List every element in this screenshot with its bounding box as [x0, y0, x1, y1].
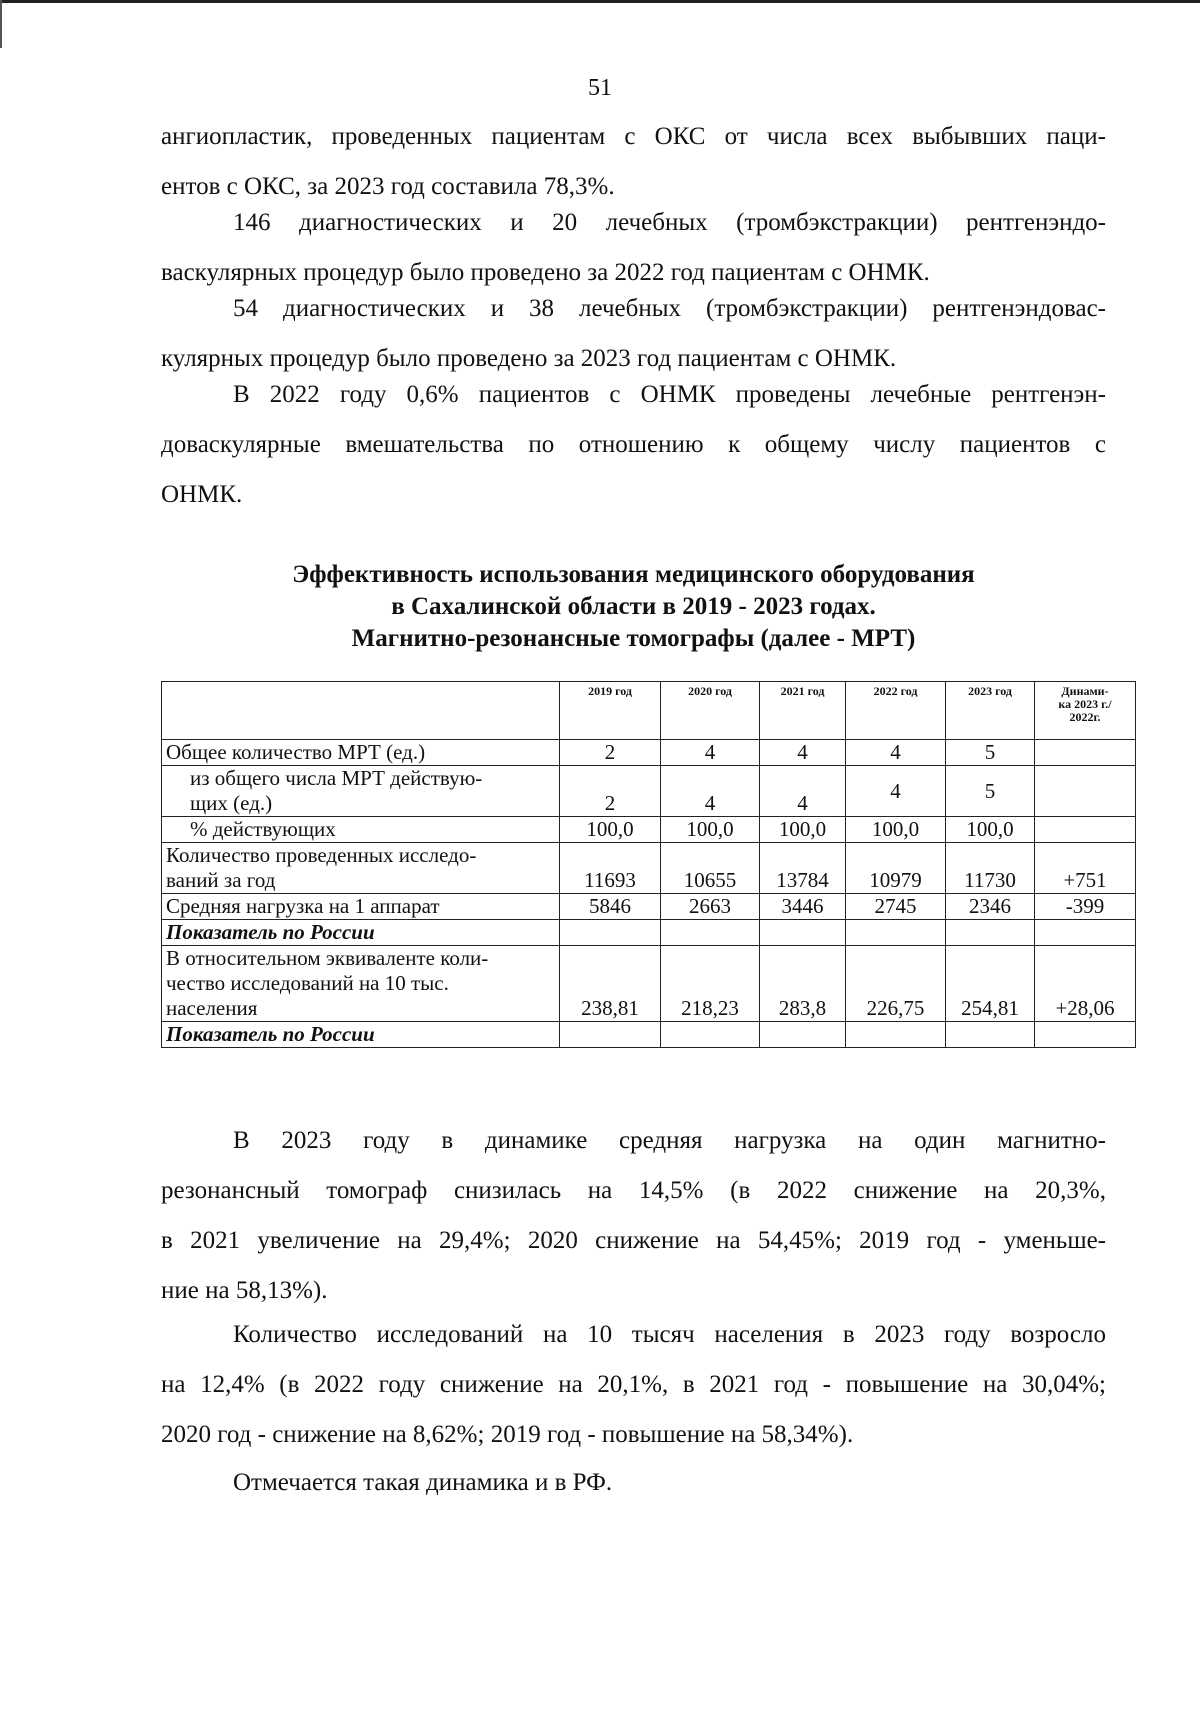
cell-2019: 100,0 — [560, 817, 661, 843]
cell-2021: 4 — [760, 740, 846, 766]
row-label-line: из общего числа МРТ действую- — [190, 766, 483, 790]
cell-2023: 254,81 — [946, 946, 1035, 1022]
text-line: резонансный томограф снизилась на 14,5% (в 2022 снижение на 20,3%, — [161, 1177, 1106, 1204]
cell-dynamics: -399 — [1035, 894, 1136, 920]
row-label-line: чество исследований на 10 тыс. — [166, 971, 449, 995]
table-header-row — [162, 682, 1136, 740]
cell-2022: 10979 — [846, 843, 946, 894]
cell-2019: 238,81 — [560, 946, 661, 1022]
table-row — [162, 817, 1136, 843]
row-label — [162, 843, 560, 894]
cell-2021 — [760, 1022, 846, 1048]
cell-2020: 218,23 — [661, 946, 760, 1022]
cell-2022: 4 — [846, 740, 946, 766]
row-label-line: щих (ед.) — [190, 791, 273, 815]
cell-2021: 13784 — [760, 843, 846, 894]
cell-2019 — [560, 920, 661, 946]
row-label-line: ваний за год — [166, 868, 276, 892]
paragraph — [161, 1116, 1106, 1316]
cell-dynamics — [1035, 817, 1136, 843]
cell-2020: 10655 — [661, 843, 760, 894]
text-line: В 2022 году 0,6% пациентов с ОНМК проведены лечебные рентгенэн- — [233, 381, 1106, 408]
cell-2022: 100,0 — [846, 817, 946, 843]
header-cell-2019: 2019 год — [560, 682, 661, 740]
cell-2022: 226,75 — [846, 946, 946, 1022]
paragraph — [161, 284, 1106, 384]
table-row — [162, 946, 1136, 1022]
header-dynamics-line: Динами- — [1061, 684, 1109, 698]
header-dynamics-line: 2022г. — [1069, 710, 1101, 724]
header-dynamics-line: ка 2023 г./ — [1058, 697, 1112, 711]
text-line: доваскулярные вмешательства по отношению к общему числу пациентов с — [161, 431, 1106, 458]
cell-2022 — [846, 1022, 946, 1048]
cell-2023: 2346 — [946, 894, 1035, 920]
cell-2020 — [661, 920, 760, 946]
text-line: в 2021 увеличение на 29,4%; 2020 снижение на 54,45%; 2019 год - уменьше- — [161, 1227, 1106, 1254]
paragraph — [161, 198, 1106, 298]
text-line: 54 диагностических и 38 лечебных (тромбэкстракции) рентгенэндовас- — [233, 295, 1106, 322]
row-label: Показатель по России — [162, 1022, 560, 1048]
text-line: 146 диагностических и 20 лечебных (тромбэкстракции) рентгенэндо- — [233, 209, 1106, 236]
cell-2021: 4 — [760, 766, 846, 817]
cell-2019: 5846 — [560, 894, 661, 920]
text-line: В 2023 году в динамике средняя нагрузка на один магнитно- — [233, 1127, 1106, 1154]
paragraph — [161, 112, 1106, 212]
table-title-line: в Сахалинской области в 2019 - 2023 годах. — [391, 593, 876, 620]
cell-2020: 4 — [661, 766, 760, 817]
text-line: васкулярных процедур было проведено за 2022 год пациентам с ОНМК. — [161, 259, 930, 286]
row-label-line: В относительном эквиваленте коли- — [166, 946, 489, 970]
cell-2022: 2745 — [846, 894, 946, 920]
row-label: % действующих — [162, 817, 560, 843]
cell-2020: 100,0 — [661, 817, 760, 843]
cell-dynamics — [1035, 766, 1136, 817]
header-cell-2022: 2022 год — [846, 682, 946, 740]
cell-dynamics — [1035, 740, 1136, 766]
table-title-line: Магнитно-резонансные томографы (далее - МРТ) — [351, 625, 916, 652]
text-line: Отмечается такая динамика и в РФ. — [233, 1469, 613, 1496]
cell-2023: 11730 — [946, 843, 1035, 894]
cell-2019: 2 — [560, 740, 661, 766]
text-line: ние на 58,13%). — [161, 1277, 328, 1304]
cell-dynamics — [1035, 1022, 1136, 1048]
row-label: Общее количество МРТ (ед.) — [162, 740, 560, 766]
header-cell-dynamics — [1035, 682, 1136, 740]
row-label-line: населения — [166, 996, 258, 1020]
cell-2021: 3446 — [760, 894, 846, 920]
table-title — [161, 559, 1106, 655]
table-row — [162, 740, 1136, 766]
text-line: Количество исследований на 10 тысяч населения в 2023 году возросло — [233, 1321, 1106, 1348]
cell-dynamics — [1035, 920, 1136, 946]
text-line: ОНМК. — [161, 481, 243, 508]
cell-2021: 100,0 — [760, 817, 846, 843]
cell-2021 — [760, 920, 846, 946]
table-row — [162, 766, 1136, 817]
cell-dynamics: +28,06 — [1035, 946, 1136, 1022]
header-cell-empty — [162, 682, 560, 740]
mri-equipment-table — [161, 681, 1136, 1048]
paragraph — [161, 1458, 1106, 1508]
cell-2020: 2663 — [661, 894, 760, 920]
cell-2021: 283,8 — [760, 946, 846, 1022]
header-cell-2023: 2023 год — [946, 682, 1035, 740]
cell-2023: 100,0 — [946, 817, 1035, 843]
cell-2019: 11693 — [560, 843, 661, 894]
header-cell-2020: 2020 год — [661, 682, 760, 740]
cell-2023: 5 — [946, 740, 1035, 766]
cell-2023: 5 — [946, 766, 1035, 817]
row-label — [162, 946, 560, 1022]
text-line: ангиопластик, проведенных пациентам с ОКС от числа всех выбывших паци- — [161, 123, 1106, 150]
cell-2022: 4 — [846, 766, 946, 817]
table-row — [162, 894, 1136, 920]
cell-2023 — [946, 1022, 1035, 1048]
cell-dynamics: +751 — [1035, 843, 1136, 894]
text-line: кулярных процедур было проведено за 2023 год пациентам с ОНМК. — [161, 345, 897, 372]
cell-2019 — [560, 1022, 661, 1048]
row-label: Средняя нагрузка на 1 аппарат — [162, 894, 560, 920]
header-cell-2021: 2021 год — [760, 682, 846, 740]
scan-edge-mark — [0, 0, 2, 48]
cell-2022 — [846, 920, 946, 946]
text-line: 2020 год - снижение на 8,62%; 2019 год - повышение на 58,34%). — [161, 1421, 854, 1448]
table-row — [162, 920, 1136, 946]
cell-2023 — [946, 920, 1035, 946]
top-border-line — [0, 0, 1200, 3]
table-row — [162, 1022, 1136, 1048]
row-label: Показатель по России — [162, 920, 560, 946]
table-title-line: Эффективность использования медицинского оборудования — [292, 561, 975, 588]
text-line: на 12,4% (в 2022 году снижение на 20,1%, в 2021 год - повышение на 30,04%; — [161, 1371, 1106, 1398]
text-line: ентов с ОКС, за 2023 год составила 78,3%. — [161, 173, 615, 200]
row-label-line: Количество проведенных исследо- — [166, 843, 477, 867]
paragraph — [161, 1310, 1106, 1460]
paragraph — [161, 370, 1106, 520]
cell-2019: 2 — [560, 766, 661, 817]
row-label — [162, 766, 560, 817]
page-number: 51 — [588, 75, 612, 101]
cell-2020 — [661, 1022, 760, 1048]
cell-2020: 4 — [661, 740, 760, 766]
table-row — [162, 843, 1136, 894]
